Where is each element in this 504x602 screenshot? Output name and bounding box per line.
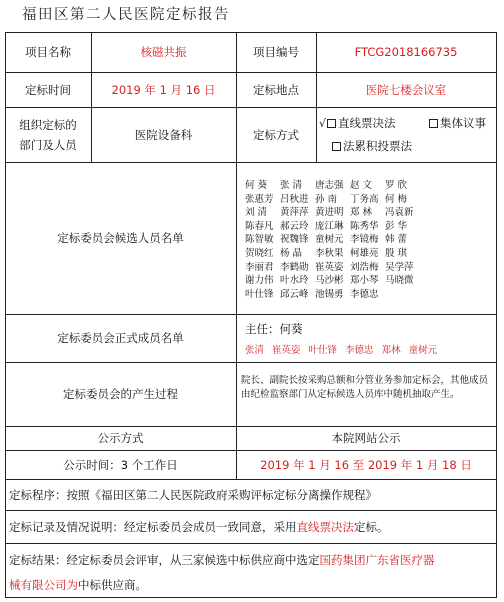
candidate-row (245, 288, 493, 302)
candidate-name: 叶水玲 (280, 275, 309, 287)
candidate-name: 马晓微 (385, 275, 414, 287)
candidate-row (245, 179, 493, 193)
candidate-name: 吕秋进 (280, 193, 309, 205)
candidate-name: 邱云峰 (280, 288, 309, 300)
report-title: 福田区第二人民医院定标报告 (22, 7, 230, 23)
record-prefix: 定标记录及情况说明：经定标委员会成员一致同意，采用 (9, 520, 297, 534)
publicity-time-value: 2019 年 1 月 16 至 2019 年 1 月 18 日 (260, 457, 472, 472)
record-text (9, 519, 389, 535)
organizer-value: 医院设备科 (134, 127, 193, 142)
option-direct-vote[interactable] (319, 115, 396, 131)
checkbox-icon (332, 142, 341, 151)
procedure-text: 定标程序：按照《福田区第二人民医院政府采购评标定标分离操作规程》 (9, 488, 377, 502)
candidate-name: 郑 林 (350, 207, 373, 219)
candidates-label: 定标委员会候选人员名单 (57, 231, 184, 245)
candidate-name (385, 288, 420, 302)
bid-date-label: 定标时间 (25, 82, 71, 97)
candidate-name: 童树元 (315, 234, 344, 246)
candidate-name: 李镜梅 (350, 234, 379, 246)
candidate-name: 刘浩梅 (350, 261, 379, 273)
process-text: 院长、副院长按采购总额和分管业务参加定标会，其他成员由纪检监察部门从定标候选人员库中随机抽取产生。 (241, 375, 489, 400)
candidate-row (245, 261, 493, 275)
candidate-name: 孙 南 (315, 193, 338, 205)
candidate-name: 陈智敏 (245, 234, 274, 246)
option-cumulative[interactable] (332, 138, 412, 154)
project-number-value: FTCG2018166735 (354, 45, 458, 59)
candidate-name: 叶仕锋 (245, 288, 274, 300)
candidate-name: 张 清 (280, 180, 303, 191)
checkbox-icon (429, 119, 438, 128)
candidate-name: 黄进明 (315, 207, 344, 219)
formal-member: 叶仕锋 (308, 345, 338, 356)
formal-member: 童树元 (408, 345, 438, 356)
candidate-name: 何 梅 (385, 193, 408, 205)
organizer-label-line2: 部门及人员 (19, 137, 77, 152)
candidate-name: 崔英姿 (315, 261, 344, 273)
bid-location-value: 医院七楼会议室 (365, 82, 447, 97)
candidate-name: 杨 晶 (280, 247, 303, 259)
candidate-row (245, 206, 493, 220)
candidate-row (245, 233, 493, 247)
candidate-name: 祝魏锋 (280, 234, 309, 246)
candidate-name-grid (245, 179, 493, 301)
candidate-name: 陈秀华 (350, 220, 379, 232)
result-vendor-line1: 国药集团广东省医疗器 (319, 553, 435, 567)
candidate-row (245, 193, 493, 207)
publicity-method-label: 公示方式 (97, 431, 144, 445)
candidate-name: 吴学萍 (385, 261, 414, 273)
formal-member: 崔英姿 (272, 345, 301, 356)
formal-member: 李德忠 (345, 345, 374, 356)
candidate-row (245, 247, 493, 261)
candidate-name: 何 葵 (245, 180, 268, 191)
option-collective-label: 集体议事 (440, 116, 486, 130)
result-prefix: 定标结果：经定标委员会评审，从三家候选中标供应商中选定 (9, 553, 320, 567)
result-vendor-line2: 械有限公司为 (9, 578, 78, 592)
result-text (9, 548, 435, 598)
committee-chair: 主任：何葵 (245, 322, 303, 336)
candidate-name: 张惠芳 (245, 193, 274, 205)
candidate-name: 黄萍萍 (280, 207, 309, 219)
option-direct-vote-label: 直线票决法 (338, 116, 396, 130)
publicity-time-label: 公示时间：3 个工作日 (63, 457, 178, 472)
bid-method-label: 定标方式 (253, 127, 299, 142)
process-label: 定标委员会的产生过程 (63, 387, 178, 401)
candidate-name: 彭 华 (385, 220, 408, 232)
candidate-name: 唐志强 (315, 180, 344, 191)
project-name-label: 项目名称 (25, 45, 71, 59)
candidate-name: 丁务高 (350, 193, 379, 205)
candidate-name: 刘 清 (245, 207, 268, 219)
candidate-name: 韩 蕾 (385, 234, 408, 246)
candidate-name: 谢力伟 (245, 275, 274, 287)
option-collective[interactable] (429, 115, 486, 131)
project-name-value: 核磁共振 (140, 45, 187, 59)
candidate-name: 贺晓红 (245, 247, 274, 259)
candidate-name: 马沙彬 (315, 275, 344, 287)
candidate-name: 池锡勇 (315, 288, 344, 300)
bid-location-label: 定标地点 (253, 82, 299, 97)
bid-date-value: 2019 年 1 月 16 日 (111, 82, 216, 97)
record-suffix: 定标。 (354, 520, 389, 534)
check-icon: √ (319, 117, 327, 130)
record-method: 直线票决法 (296, 520, 354, 534)
candidate-name: 赵 文 (350, 180, 373, 191)
formal-members-label: 定标委员会正式成员名单 (57, 331, 184, 345)
candidate-name: 李丽君 (245, 261, 274, 273)
organizer-label (5, 107, 91, 162)
candidate-name: 李德忠 (350, 288, 379, 300)
formal-member: 张清 (245, 345, 265, 356)
project-number-label: 项目编号 (253, 45, 299, 59)
checkbox-icon (327, 119, 336, 128)
candidate-name: 冯袁新 (385, 207, 414, 219)
option-cumulative-label: 法累积投票法 (343, 139, 412, 153)
candidate-name: 郑小琴 (350, 275, 379, 287)
formal-member-list (245, 342, 445, 356)
candidate-row (245, 220, 493, 234)
candidate-name: 郝云玲 (280, 220, 309, 232)
organizer-label-line1: 组织定标的 (19, 117, 77, 132)
candidate-name: 殷 琪 (385, 247, 408, 259)
candidate-name: 李鹤勋 (280, 261, 309, 273)
candidate-name: 陈春凡 (245, 220, 274, 232)
publicity-method-value: 本院网站公示 (331, 431, 401, 445)
candidate-name: 李秋果 (315, 247, 344, 259)
candidate-name: 庞江琳 (315, 220, 344, 232)
formal-member: 郑林 (381, 345, 401, 356)
result-suffix: 中标供应商。 (78, 578, 147, 592)
report-table (5, 32, 497, 598)
candidate-name: 柯雄亮 (350, 247, 379, 259)
candidate-name: 罗 欣 (385, 180, 408, 191)
candidate-row (245, 274, 493, 288)
